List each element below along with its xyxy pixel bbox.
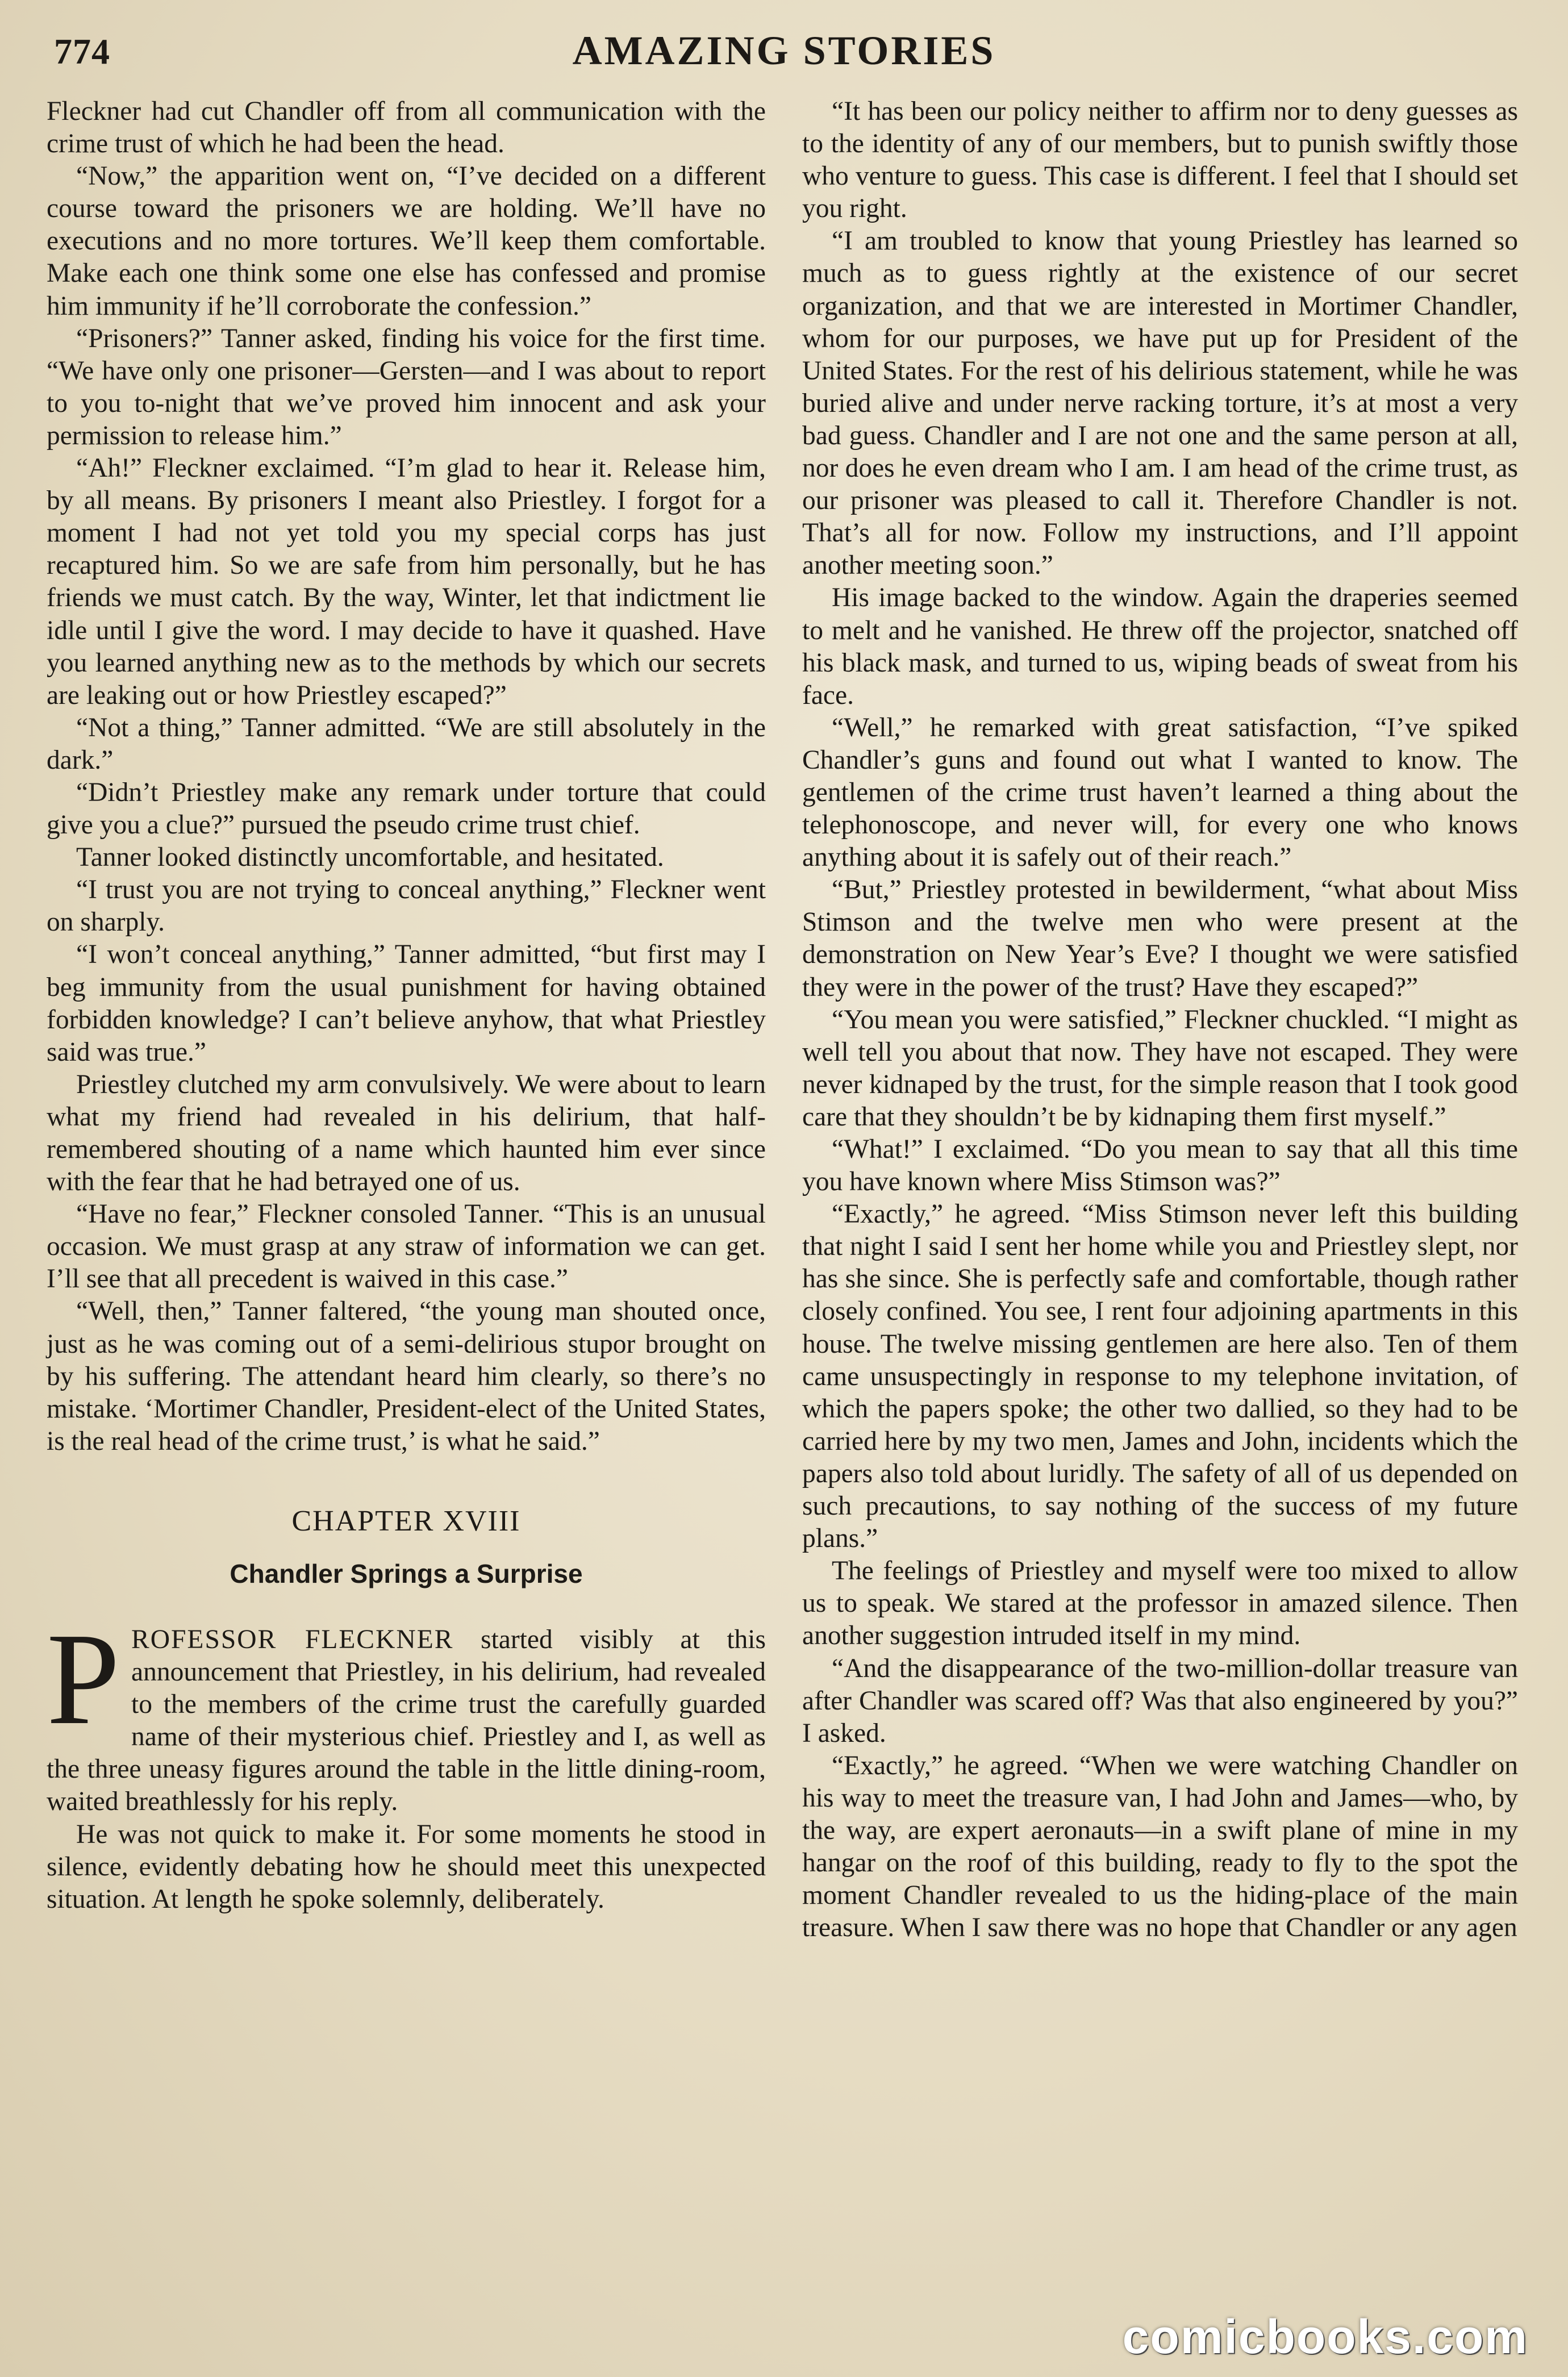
paragraph: The feelings of Priestley and myself were too mixed to allow us to speak. We stared at the professor in amazed silence. Then another suggestion intruded itself in my mind.: [802, 1556, 1518, 1651]
drop-cap: P: [47, 1605, 120, 1752]
paragraph: “Ah!” Fleckner exclaimed. “I’m glad to hear it. Release him, by all means. By prisoners I meant also Priestley. I forgot for a moment I had not yet told you my special corps has just recaptured him. So we are safe from him personally, but he has friends we must catch. By the way, Winter, let that indictment lie idle until I give the word. I may decide to have it quashed. Have you learned anything new as to the methods by which our secrets are leaking out or how Priestley escaped?”: [47, 453, 766, 710]
paragraph: “Well,” he remarked with great satisfaction, “I’ve spiked Chandler’s guns and found out what I wanted to know. The gentlemen of the crime trust haven’t learned a thing about the telephonoscope, and never will, for every one who knows anything about it is safely out of their reach.”: [802, 712, 1518, 873]
paragraph: “Not a thing,” Tanner admitted. “We are still absolutely in the dark.”: [47, 712, 766, 775]
paragraph: “Have no fear,” Fleckner consoled Tanner. “This is an unusual occasion. We must grasp at any straw of information we can get. I’ll see that all precedent is waived in this case.”: [47, 1199, 766, 1294]
paragraph: “Didn’t Priestley make any remark under torture that could give you a clue?” pursued the pseudo crime trust chief.: [47, 777, 766, 840]
paragraph: Priestley clutched my arm convulsively. We were about to learn what my friend had revealed in his delirium, that half-remembered shouting of a name which haunted him ever since with the fear that he had betrayed one of us.: [47, 1069, 766, 1197]
chapter-subtitle: Chandler Springs a Surprise: [230, 1558, 583, 1588]
drop-cap-lead: ROFESSOR FLECKNER: [131, 1624, 454, 1654]
chapter-heading: CHAPTER XVIII: [291, 1504, 521, 1537]
paragraph: “Well, then,” Tanner faltered, “the young man shouted once, just as he was coming out of a semi-delirious stupor brought on by his suffering. The attendant heard him clearly, so there’s no mistake. ‘Mortimer Chandler, President-elect of the United States, is the real head of the crime trust,’ is what he said.”: [47, 1296, 766, 1456]
paragraph: “Now,” the apparition went on, “I’ve decided on a different course toward the prisoners we are holding. We’ll have no executions and no more tortures. We’ll keep them comfortable. Make each one think some one else has confessed and promise him immunity if he’ll corroborate the confession.”: [47, 161, 766, 321]
left-column-paragraphs: [47, 95, 766, 1458]
paragraph: “You mean you were satisfied,” Fleckner chuckled. “I might as well tell you about that now. They have not escaped. They were never kidnaped by the trust, for the simple reason that I took good care that they shouldn’t be by kidnaping them first myself.”: [802, 1004, 1518, 1132]
paragraph: “Exactly,” he agreed. “Miss Stimson never left this building that night I said I sent her home while you and Priestley slept, nor has she since. She is perfectly safe and comfortable, though rather closely confined. You see, I rent four adjoining apartments in this house. The twelve missing gentlemen are here also. Ten of them came unsuspectingly in response to my telephone invitation, of which the papers spoke; the other two dallied, so they had to be carried here by my two men, James and John, incidents which the papers also told about luridly. The safety of all of us depended on such precautions, to say nothing of the success of my future plans.”: [802, 1199, 1518, 1554]
chapter-opening-paragraph: [47, 1605, 766, 1819]
drop-cap-rest: started visibly at this announcement that Priestley, in his delirium, had revealed to the members of the crime trust the carefully guarded name of their mysterious chief. Priestley and I, as well as the three uneasy figures around the table in the little dining-room, waited breathlessly for his reply.: [47, 1624, 766, 1817]
paragraph: “Prisoners?” Tanner asked, finding his voice for the first time. “We have only one prisoner—Gersten—and I was about to report to you to-night that we’ve proved him innocent and ask your permission to release him.”: [47, 323, 766, 451]
paragraph: “What!” I exclaimed. “Do you mean to say that all this time you have known where Miss Stimson was?”: [802, 1135, 1518, 1197]
left-column: [47, 95, 766, 1916]
paragraph: “I am troubled to know that young Priestley has learned so much as to guess rightly at the existence of our secret organization, and that we are interested in Mortimer Chandler, whom for our purposes, we have put up for President of the United States. For the rest of his delirious statement, while he was buried alive and under nerve racking torture, it’s at most a very bad guess. Chandler and I are not one and the same person at all, nor does he even dream who I am. I am head of the crime trust, as our prisoner was pleased to call it. Therefore Chandler is not. That’s all for now. Follow my instructions, and I’ll appoint another meeting soon.”: [802, 226, 1518, 581]
paragraph: “It has been our policy neither to affirm nor to deny guesses as to the identity of any of our members, but to punish swiftly those who venture to guess. This case is different. I feel that I should set you right.: [802, 97, 1518, 224]
paragraph: “I trust you are not trying to conceal anything,” Fleckner went on sharply.: [47, 875, 766, 937]
left-column-paragraphs-after: [47, 1819, 766, 1916]
paragraph: He was not quick to make it. For some moments he stood in silence, evidently debating how he should meet this unexpected situation. At length he spoke solemnly, deliberately.: [47, 1819, 766, 1914]
paragraph: Tanner looked distinctly uncomfortable, and hesitated.: [76, 843, 664, 873]
paragraph: “But,” Priestley protested in bewilderment, “what about Miss Stimson and the twelve men who were present at the demonstration on New Year’s Eve? I thought we were satisfied they were in the power of the trust? Have they escaped?”: [802, 875, 1518, 1002]
paragraph: “And the disappearance of the two-million-dollar treasure van after Chandler was scared off? Was that also engineered by you?” I asked.: [802, 1653, 1518, 1748]
magazine-title: AMAZING STORIES: [572, 28, 996, 73]
right-column: [802, 95, 1518, 1944]
paragraph: Fleckner had cut Chandler off from all communication with the crime trust of which he had been the head.: [47, 97, 766, 159]
paragraph: “I won’t conceal anything,” Tanner admitted, “but first may I beg immunity from the usual punishment for having obtained forbidden knowledge? I can’t believe anyhow, that what Priestley said was true.”: [47, 940, 766, 1067]
page-header: [54, 27, 1514, 78]
paragraph: His image backed to the window. Again the draperies seemed to melt and he vanished. He threw off the projector, snatched off his black mask, and turned to us, wiping beads of sweat from his face.: [802, 583, 1518, 710]
paragraph: “Exactly,” he agreed. “When we were watching Chandler on his way to meet the treasure van, I had John and James—who, by the way, are expert aeronauts—in a swift plane of mine in my hangar on the roof of this building, ready to fly to the spot the moment Chandler revealed to us the hiding-place of the main treasure. When I saw there was no hope that Chandler or any agen: [802, 1750, 1518, 1943]
watermark: comicbooks.com: [1122, 2310, 1528, 2363]
page-number: 774: [54, 31, 110, 72]
right-column-paragraphs: [802, 95, 1518, 1944]
